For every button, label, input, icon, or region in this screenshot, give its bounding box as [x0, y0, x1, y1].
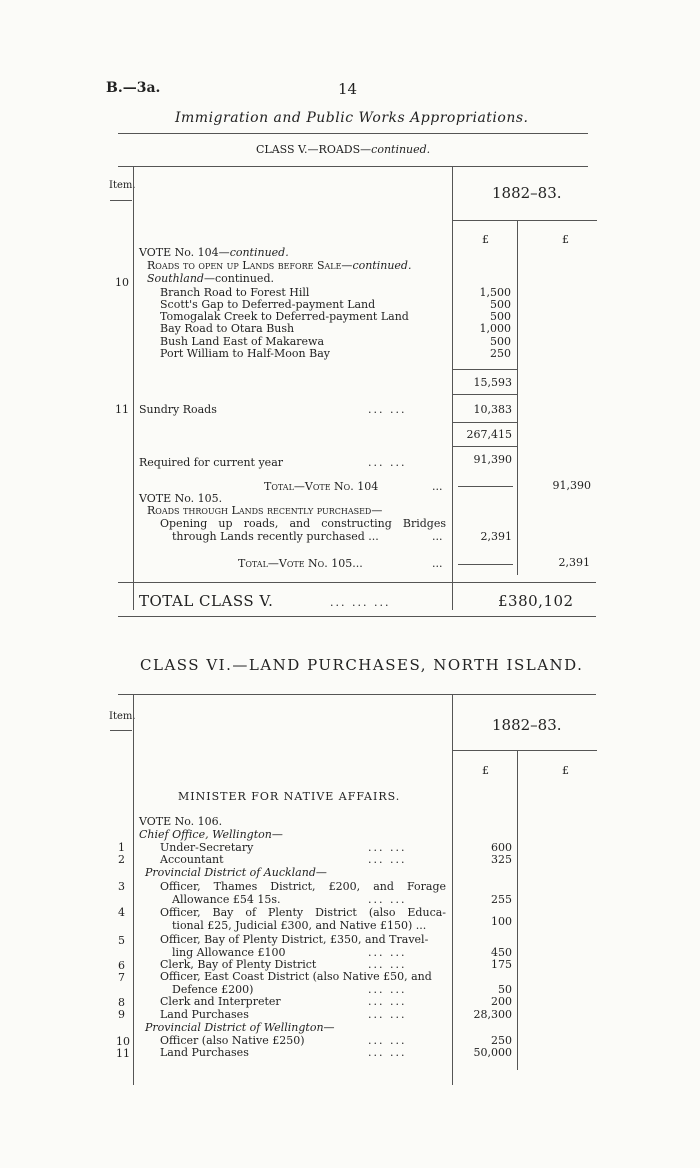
row-value: 50,000 — [473, 1046, 512, 1059]
year-underline — [452, 220, 597, 221]
class6-heading: CLASS VI.—LAND PURCHASES, NORTH ISLAND. — [140, 656, 584, 674]
road-value: 500 — [490, 310, 511, 323]
road-line: Bay Road to Otara Bush — [160, 322, 295, 335]
row-text: Accountant — [160, 853, 224, 866]
total-vote-104-value: 91,390 — [552, 479, 591, 492]
total-sum-value: 267,415 — [466, 428, 512, 441]
item-number: 6 — [118, 959, 125, 972]
dash-rule — [458, 564, 513, 565]
total-vote-105-value: 2,391 — [558, 556, 590, 569]
total-vote-104-label: Total—Vote No. 104 — [264, 480, 379, 493]
row-text: Clerk and Interpreter — [160, 995, 281, 1008]
vote-105-line: VOTE No. 105. — [139, 492, 223, 505]
year-underline — [452, 750, 597, 751]
row-text: Allowance £54 15s. — [172, 893, 281, 906]
leader-dots: ... ... — [368, 958, 407, 971]
required-label: Required for current year — [139, 456, 284, 469]
class5-total-value: £380,102 — [498, 592, 574, 610]
dash-rule — [458, 486, 513, 487]
item-column-divider — [133, 695, 134, 1085]
item-number: 4 — [118, 906, 125, 919]
pound-symbol-2: £ — [562, 233, 569, 246]
auckland-heading: Provincial District of Auckland— — [145, 866, 327, 879]
roads-before-sale-line: Roads to open up Lands before Sale—continued. — [147, 259, 412, 272]
road-value: 500 — [490, 298, 511, 311]
row-value: 28,300 — [473, 1008, 512, 1021]
row-text: Officer, Bay of Plenty District (also Educa- — [160, 906, 446, 919]
sum-rule-bottom — [452, 446, 517, 447]
pound-symbol-1: £ — [482, 233, 489, 246]
road-line: Tomogalak Creek to Deferred-payment Land — [160, 310, 409, 323]
subtotal-rule — [452, 369, 517, 370]
row-text: Officer, Thames District, £200, and Forage — [160, 880, 446, 893]
class5-bottom-rule — [118, 616, 596, 617]
class5-total-label: TOTAL CLASS V. — [139, 592, 274, 610]
opening-roads-value: 2,391 — [480, 530, 512, 543]
page-number: 14 — [338, 80, 358, 98]
leader-dots: ... ... — [368, 1008, 407, 1021]
item-label-underline — [110, 200, 132, 201]
opening-roads-line-2: through Lands recently purchased ... — [172, 530, 379, 543]
row-text: Land Purchases — [160, 1046, 249, 1059]
road-line: Scott's Gap to Deferred-payment Land — [160, 298, 376, 311]
row-value: 600 — [491, 841, 512, 854]
sundry-roads-value: 10,383 — [473, 403, 512, 416]
item-column-label: Item. — [109, 180, 136, 191]
vote-106-line: VOTE No. 106. — [139, 815, 223, 828]
row-value: 325 — [491, 853, 512, 866]
row-value: 200 — [491, 995, 512, 1008]
leader-dots: ... — [432, 557, 443, 570]
page-title: Immigration and Public Works Appropriations. — [175, 110, 529, 126]
rule-heading-bottom — [118, 166, 588, 167]
item-number-10: 10 — [115, 276, 129, 289]
total-vote-105-label: Total—Vote No. 105... — [238, 557, 363, 570]
road-line: Bush Land East of Makarewa — [160, 335, 325, 348]
minister-heading: MINISTER FOR NATIVE AFFAIRS. — [178, 790, 401, 803]
row-text: Defence £200) — [172, 983, 254, 996]
item-column-label: Item. — [109, 711, 136, 722]
item-column-divider — [133, 167, 134, 610]
subtotal-rule-bottom — [452, 394, 517, 395]
row-text: Clerk, Bay of Plenty District — [160, 958, 317, 971]
road-value: 1,500 — [479, 286, 511, 299]
pound-symbol-2: £ — [562, 764, 569, 777]
row-text: Under-Secretary — [160, 841, 254, 854]
row-value: 250 — [491, 1034, 512, 1047]
leader-dots: ... ... — [368, 853, 407, 866]
road-value: 1,000 — [479, 322, 511, 335]
required-value: 91,390 — [473, 453, 512, 466]
item-label-underline — [110, 730, 132, 731]
row-text: Land Purchases — [160, 1008, 249, 1021]
leader-dots: ... ... ... — [330, 596, 391, 609]
wellington-heading: Provincial District of Wellington— — [145, 1021, 335, 1034]
sundry-roads-label: Sundry Roads — [139, 403, 217, 416]
class5-heading: CLASS V.—ROADS—continued. — [256, 143, 431, 156]
road-line: Port William to Half-Moon Bay — [160, 347, 330, 360]
item-number: 11 — [116, 1047, 130, 1060]
row-text: tional £25, Judicial £300, and Native £150) ... — [172, 919, 427, 932]
leader-dots: ... ... — [368, 1034, 407, 1047]
item-number: 9 — [118, 1008, 125, 1021]
row-text: Officer (also Native £250) — [160, 1034, 305, 1047]
subtotal-value: 15,593 — [473, 376, 512, 389]
row-value: 450 — [491, 946, 512, 959]
row-text: ling Allowance £100 — [172, 946, 286, 959]
road-value: 500 — [490, 335, 511, 348]
item-number: 5 — [118, 934, 125, 947]
row-value: 175 — [491, 958, 512, 971]
road-value: 250 — [490, 347, 511, 360]
row-text: Officer, Bay of Plenty District, £350, and Travel- — [160, 933, 429, 946]
row-value: 50 — [498, 983, 512, 996]
row-value: 100 — [491, 915, 512, 928]
pound-column-divider — [517, 750, 518, 1070]
leader-dots: ... ... — [368, 995, 407, 1008]
document-reference: B.—3a. — [106, 80, 161, 96]
pound-symbol-1: £ — [482, 764, 489, 777]
pound-column-divider — [517, 220, 518, 575]
item-number: 2 — [118, 853, 125, 866]
leader-dots: ... — [432, 530, 443, 543]
leader-dots: ... ... — [368, 946, 407, 959]
southland-line: Southland—continued. — [147, 272, 274, 285]
leader-dots: ... ... — [368, 983, 407, 996]
item-number: 1 — [118, 841, 125, 854]
leader-dots: ... — [432, 480, 443, 493]
class5-year: 1882–83. — [492, 184, 562, 202]
leader-dots: ... ... — [368, 841, 407, 854]
class5-total-rule — [118, 582, 596, 583]
item-number: 7 — [118, 971, 125, 984]
item-number-11: 11 — [115, 403, 129, 416]
chief-office-heading: Chief Office, Wellington— — [139, 828, 283, 841]
item-number: 8 — [118, 996, 125, 1009]
sum-rule — [452, 422, 517, 423]
leader-dots: ... ... — [368, 456, 407, 469]
roads-recently-purchased-line: Roads through Lands recently purchased— — [147, 504, 383, 517]
row-value: 255 — [491, 893, 512, 906]
leader-dots: ... ... — [368, 893, 407, 906]
row-text: Officer, East Coast District (also Native £50, and — [160, 970, 432, 983]
amount-column-divider — [452, 695, 453, 1085]
leader-dots: ... ... — [368, 403, 407, 416]
item-number: 3 — [118, 880, 125, 893]
rule-top — [118, 133, 588, 134]
item-number: 10 — [116, 1035, 130, 1048]
vote-104-line: VOTE No. 104—continued. — [139, 246, 289, 259]
leader-dots: ... ... — [368, 1046, 407, 1059]
class6-top-rule — [118, 694, 596, 695]
opening-roads-line-1: Opening up roads, and constructing Bridges — [160, 517, 446, 530]
road-line: Branch Road to Forest Hill — [160, 286, 310, 299]
class6-year: 1882–83. — [492, 716, 562, 734]
